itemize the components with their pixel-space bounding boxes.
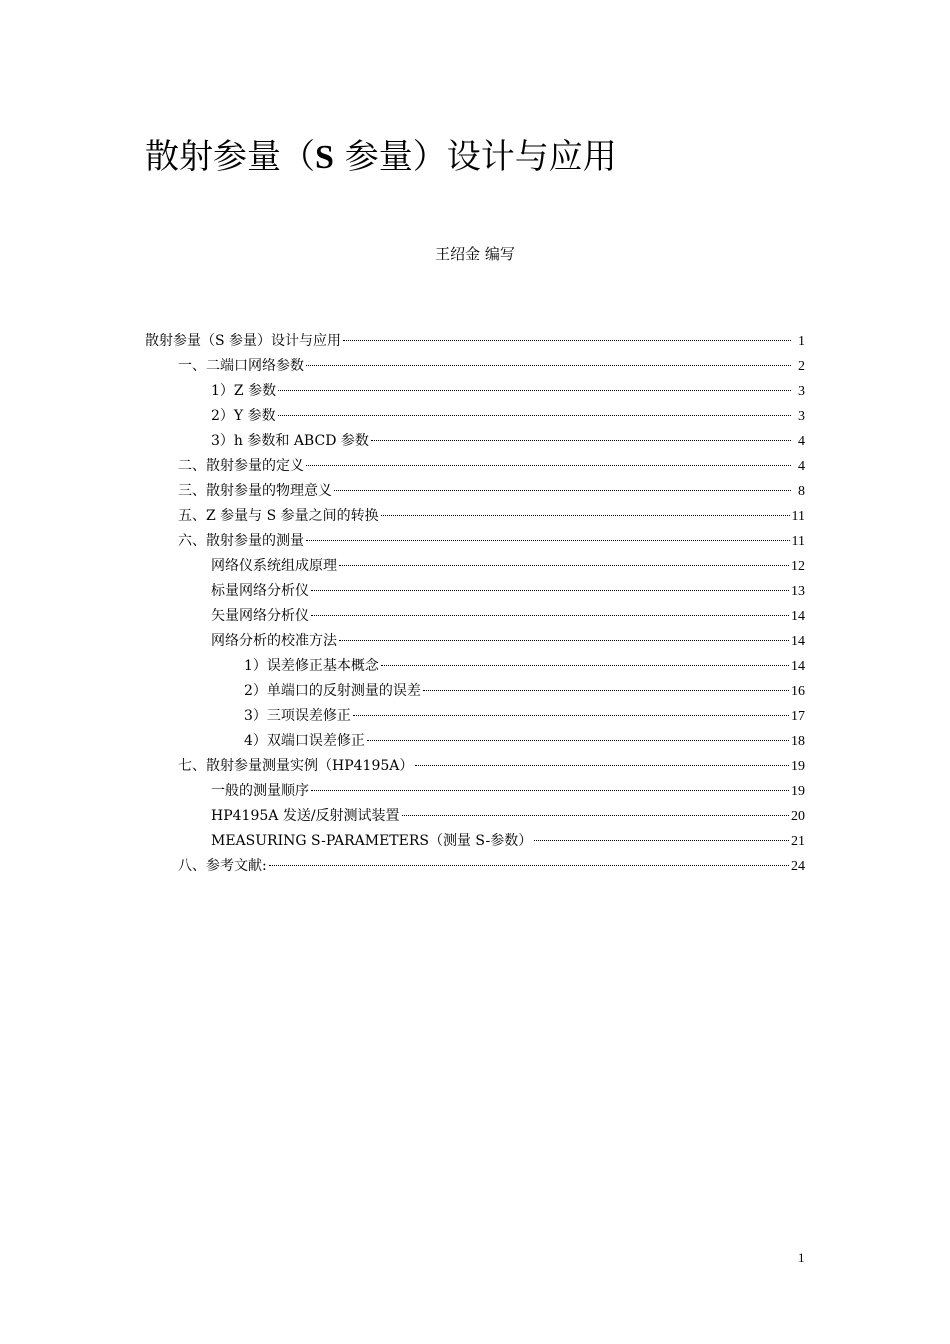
toc-entry[interactable] xyxy=(244,730,805,752)
toc-entry-page: 11 xyxy=(791,509,805,524)
toc-entry-title: 散射参量（S 参量）设计与应用 xyxy=(145,333,342,349)
toc-entry[interactable] xyxy=(178,505,805,527)
toc-entry-page: 4 xyxy=(798,434,805,449)
toc-leader-dots xyxy=(311,590,789,591)
toc-entry-title: 网络仪系统组成原理 xyxy=(211,558,337,574)
toc-entry-page: 14 xyxy=(791,609,805,624)
toc-entry-title: 标量网络分析仪 xyxy=(211,583,309,599)
author-line: 王绍金 编写 xyxy=(435,245,515,263)
toc-entry-page: 20 xyxy=(791,809,805,824)
toc-entry-title: 1）误差修正基本概念 xyxy=(244,658,379,674)
title-suffix: 参量）设计与应用 xyxy=(333,137,617,177)
toc-leader-dots xyxy=(269,865,789,866)
page-number: 1 xyxy=(798,1250,805,1265)
toc-leader-dots xyxy=(534,840,789,841)
toc-entry[interactable] xyxy=(211,430,805,452)
toc-entry-title: 六、散射参量的测量 xyxy=(178,533,304,549)
toc-entry[interactable] xyxy=(211,780,805,802)
toc-entry[interactable] xyxy=(244,705,805,727)
page-title xyxy=(145,134,617,181)
toc-entry[interactable] xyxy=(211,555,805,577)
toc-entry-title: 三、散射参量的物理意义 xyxy=(178,483,332,499)
toc-leader-dots xyxy=(311,615,789,616)
toc-entry[interactable] xyxy=(211,805,805,827)
toc-entry[interactable] xyxy=(178,480,805,502)
toc-entry[interactable] xyxy=(178,530,805,552)
toc-leader-dots xyxy=(415,765,789,766)
toc-leader-dots xyxy=(353,715,789,716)
toc-leader-dots xyxy=(306,540,790,541)
toc-entry-page: 16 xyxy=(791,684,805,699)
toc-entry-title: 二、散射参量的定义 xyxy=(178,458,304,474)
toc-entry-page: 21 xyxy=(791,834,805,849)
toc-entry[interactable] xyxy=(211,580,805,602)
toc-entry[interactable] xyxy=(145,330,805,352)
toc-entry-title: 矢量网络分析仪 xyxy=(211,608,309,624)
toc-entry-title: 3）h 参数和 ABCD 参数 xyxy=(211,433,369,449)
toc-leader-dots xyxy=(306,465,791,466)
toc-entry[interactable] xyxy=(244,680,805,702)
toc-entry-page: 8 xyxy=(798,484,805,499)
toc-leader-dots xyxy=(339,640,789,641)
toc-leader-dots xyxy=(402,815,789,816)
toc-entry-title: 一、二端口网络参数 xyxy=(178,358,304,374)
title-s: S xyxy=(315,139,334,176)
toc-entry-title: 1）Z 参数 xyxy=(211,383,277,399)
toc-entry-page: 14 xyxy=(791,659,805,674)
toc-entry-page: 24 xyxy=(791,859,805,874)
toc-entry-page: 3 xyxy=(798,409,805,424)
toc-entry[interactable] xyxy=(211,405,805,427)
toc-entry-page: 1 xyxy=(798,334,805,349)
toc-entry-page: 12 xyxy=(791,559,805,574)
toc-leader-dots xyxy=(334,490,791,491)
toc-entry-title: 3）三项误差修正 xyxy=(244,708,351,724)
toc-leader-dots xyxy=(278,390,791,391)
toc-entry[interactable] xyxy=(211,605,805,627)
title-prefix: 散射参量（ xyxy=(145,137,315,177)
toc-leader-dots xyxy=(381,515,790,516)
toc-entry-title: 八、参考文献: xyxy=(178,858,267,874)
toc-leader-dots xyxy=(381,665,789,666)
toc-leader-dots xyxy=(278,415,791,416)
toc-entry[interactable] xyxy=(211,630,805,652)
toc-entry-title: 网络分析的校准方法 xyxy=(211,633,337,649)
toc-entry-page: 13 xyxy=(791,584,805,599)
toc-leader-dots xyxy=(423,690,789,691)
toc-entry[interactable] xyxy=(211,830,805,852)
toc-entry-page: 19 xyxy=(791,784,805,799)
toc-entry-title: 2）Y 参数 xyxy=(211,408,276,424)
toc-entry[interactable] xyxy=(178,755,805,777)
toc-entry-page: 4 xyxy=(798,459,805,474)
toc-entry-page: 3 xyxy=(798,384,805,399)
toc-entry-title: 七、散射参量测量实例（HP4195A） xyxy=(178,758,414,774)
toc-leader-dots xyxy=(343,340,791,341)
toc-entry[interactable] xyxy=(211,380,805,402)
toc-entry-page: 17 xyxy=(791,709,805,724)
toc-entry-page: 19 xyxy=(791,759,805,774)
toc-entry-page: 2 xyxy=(798,359,805,374)
toc-entry-page: 14 xyxy=(791,634,805,649)
toc-entry-title: 2）单端口的反射测量的误差 xyxy=(244,683,421,699)
toc-entry[interactable] xyxy=(178,855,805,877)
toc-entry-title: 五、Z 参量与 S 参量之间的转换 xyxy=(178,508,379,524)
toc-leader-dots xyxy=(339,565,789,566)
toc-entry-page: 18 xyxy=(791,734,805,749)
toc-entry-title: 一般的测量顺序 xyxy=(211,783,309,799)
toc-entry[interactable] xyxy=(178,355,805,377)
toc-leader-dots xyxy=(371,440,791,441)
toc-entry-title: 4）双端口误差修正 xyxy=(244,733,365,749)
toc-entry-title: HP4195A 发送/反射测试装置 xyxy=(211,808,400,824)
toc-leader-dots xyxy=(306,365,791,366)
toc-entry-page: 11 xyxy=(791,534,805,549)
toc-entry-title: MEASURING S-PARAMETERS（测量 S-参数） xyxy=(211,833,533,849)
toc-entry[interactable] xyxy=(178,455,805,477)
toc-entry[interactable] xyxy=(244,655,805,677)
toc-leader-dots xyxy=(311,790,789,791)
toc-leader-dots xyxy=(367,740,789,741)
